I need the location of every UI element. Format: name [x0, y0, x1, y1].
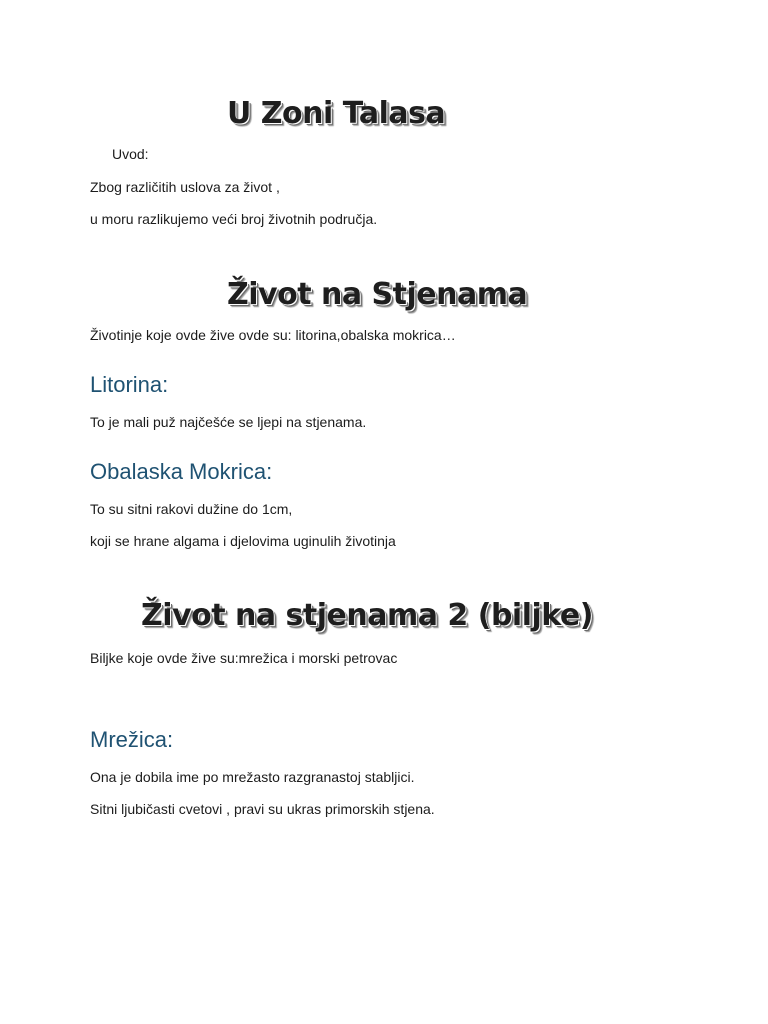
mrezica-line-1: Ona je dobila ime po mrežasto razgranastoj stabljici.	[90, 769, 415, 785]
plants-intro: Biljke koje ovde žive su:mrežica i morski petrovac	[90, 650, 398, 666]
heading-mrezica: Mrežica:	[90, 727, 174, 752]
intro-line-2: u moru razlikujemo veći broj životnih područja.	[90, 211, 378, 227]
mokrica-line-1: To su sitni rakovi dužine do 1cm,	[90, 501, 293, 517]
mokrica-line-2: koji se hrane algama i djelovima uginulih životinja	[90, 533, 396, 549]
title-zivot-na-stjenama-2: Život na stjenama 2 (biljke)	[141, 598, 593, 633]
title-zivot-na-stjenama: Život na Stjenama	[227, 277, 528, 312]
title-u-zoni-talasa: U Zoni Talasa	[227, 96, 446, 131]
litorina-text: To je mali puž najčešće se ljepi na stjenama.	[90, 414, 367, 430]
mrezica-line-2: Sitni ljubičasti cvetovi , pravi su ukras primorskih stjena.	[90, 801, 435, 817]
intro-line-1: Zbog različitih uslova za život ,	[90, 179, 280, 195]
intro-label: Uvod:	[112, 146, 149, 162]
heading-obalaska-mokrica: Obalaska Mokrica:	[90, 459, 273, 484]
heading-litorina: Litorina:	[90, 372, 169, 397]
animals-intro: Životinje koje ovde žive ovde su: litorina,obalska mokrica…	[90, 327, 456, 343]
